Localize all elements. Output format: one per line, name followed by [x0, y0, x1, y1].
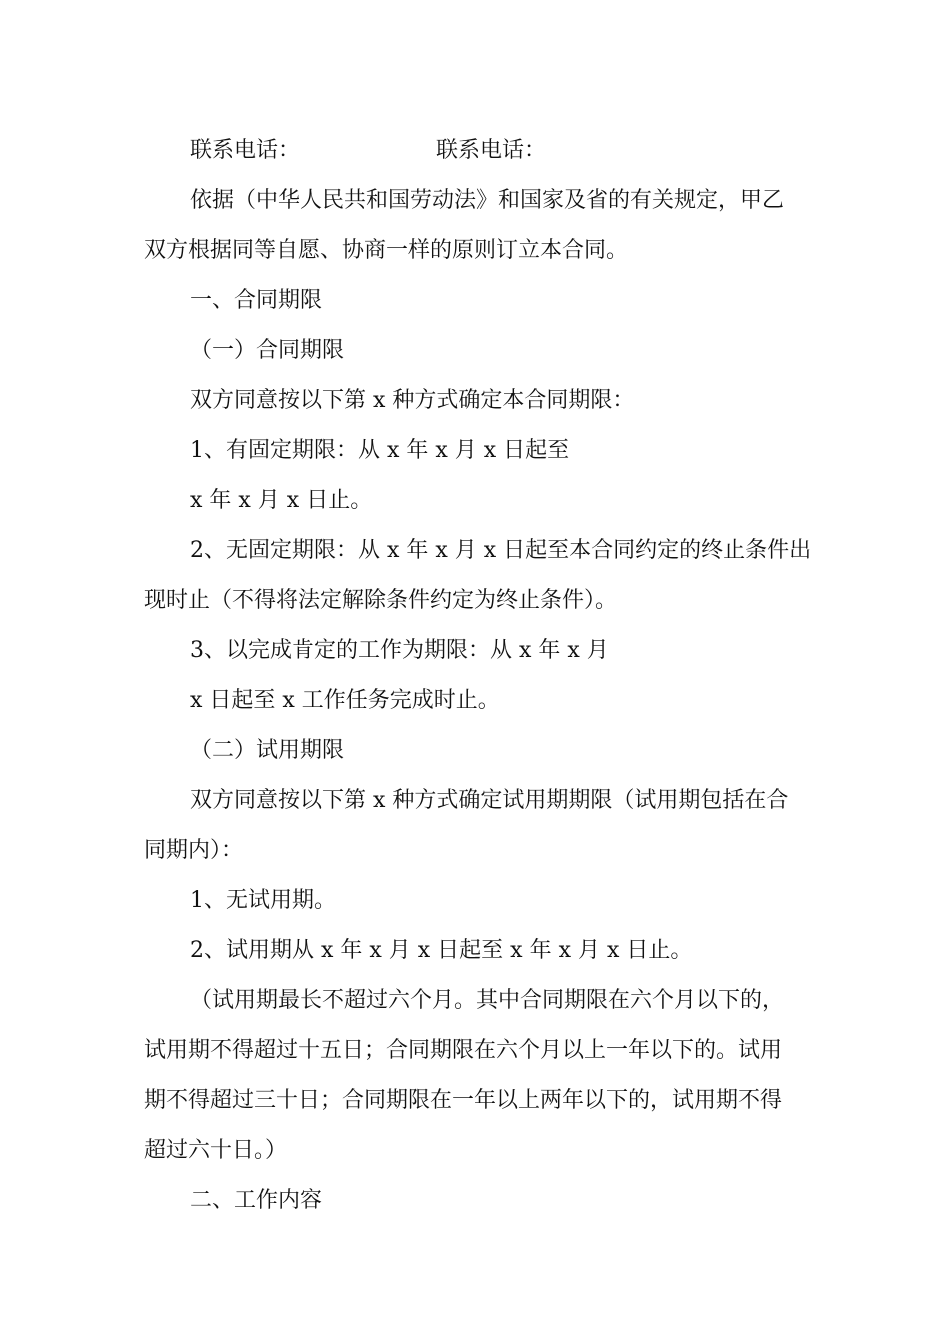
contact-phone-label-left: 联系电话： — [190, 138, 301, 163]
paragraph-probation-note-line-2: 试用期不得超过十五日；合同期限在六个月以上一年以下的。试用 — [144, 1038, 783, 1063]
contact-phone-label-right: 联系电话： — [436, 138, 547, 163]
section-heading-contract-term: 一、合同期限 — [190, 288, 323, 313]
list-item-task-term-line-2: x 日起至 x 工作任务完成时止。 — [190, 688, 500, 713]
list-item-open-term-line-2: 现时止（不得将法定解除条件约定为终止条件）。 — [144, 588, 618, 613]
paragraph-probation-note-line-1: （试用期最长不超过六个月。其中合同期限在六个月以下的， — [190, 988, 785, 1013]
paragraph-basis-line-1: 依据（中华人民共和国劳动法》和国家及省的有关规定，甲乙 — [190, 188, 785, 213]
subsection-heading-probation: （二）试用期限 — [190, 738, 345, 763]
list-item-fixed-term-line-2: x 年 x 月 x 日止。 — [190, 488, 373, 513]
subsection-heading-contract-term: （一）合同期限 — [190, 338, 345, 363]
list-item-task-term-line-1: 3、以完成肯定的工作为期限：从 x 年 x 月 — [190, 638, 609, 663]
section-heading-work-content: 二、工作内容 — [190, 1188, 323, 1213]
list-item-fixed-term-line-1: 1、有固定期限：从 x 年 x 月 x 日起至 — [190, 438, 570, 463]
paragraph-term-method: 双方同意按以下第 x 种方式确定本合同期限： — [190, 388, 635, 413]
list-item-probation-period: 2、试用期从 x 年 x 月 x 日起至 x 年 x 月 x 日止。 — [190, 938, 693, 963]
paragraph-probation-method-line-1: 双方同意按以下第 x 种方式确定试用期期限（试用期包括在合 — [190, 788, 789, 813]
list-item-no-probation: 1、无试用期。 — [190, 888, 336, 913]
paragraph-basis-line-2: 双方根据同等自愿、协商一样的原则订立本合同。 — [144, 238, 629, 263]
list-item-open-term-line-1: 2、无固定期限：从 x 年 x 月 x 日起至本合同约定的终止条件出 — [190, 538, 812, 563]
paragraph-probation-note-line-3: 期不得超过三十日；合同期限在一年以上两年以下的，试用期不得 — [144, 1088, 783, 1113]
paragraph-probation-method-line-2: 同期内）： — [144, 838, 244, 863]
paragraph-probation-note-line-4: 超过六十日。） — [144, 1138, 288, 1163]
